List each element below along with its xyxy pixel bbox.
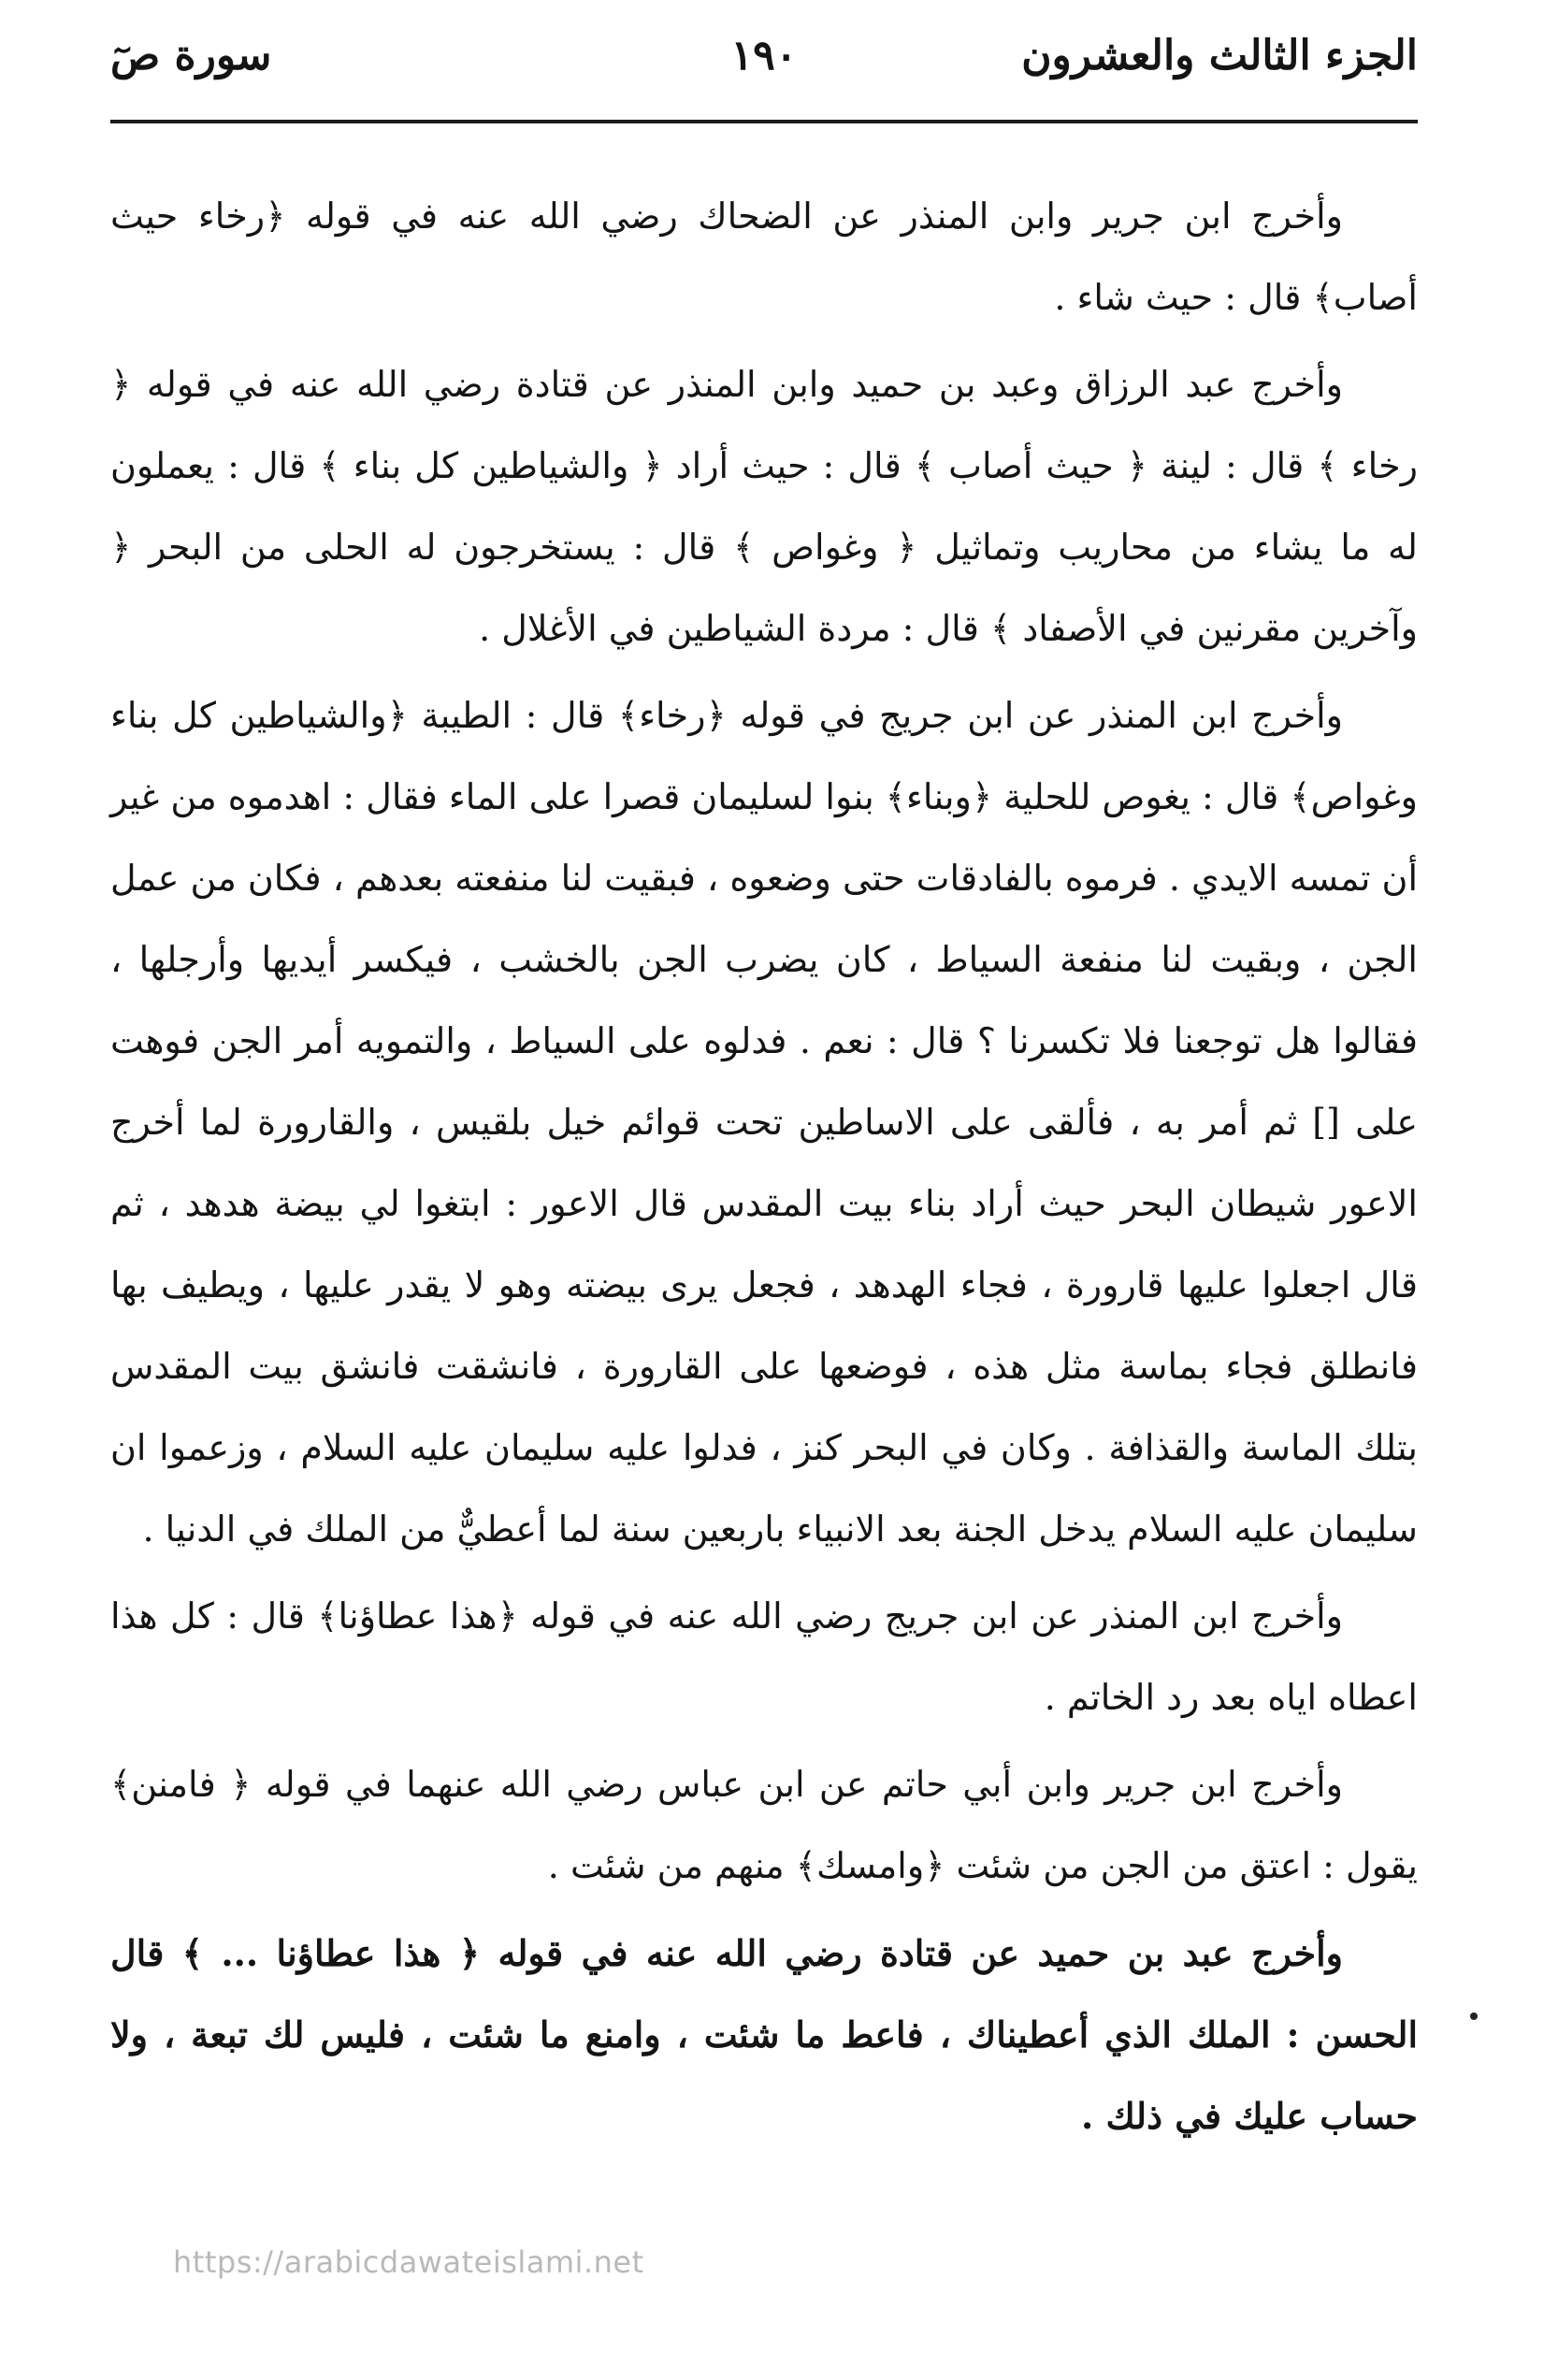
paragraph: وأخرج ابن جرير وابن أبي حاتم عن ابن عباس رضي الله عنهما في قوله ﴿ فامنن﴾ يقول : اعتق من الجن من شئت ﴿وامسك﴾ منهم من شئت . xyxy=(110,1764,1418,1886)
paragraph: وأخرج ابن المنذر عن ابن جريج في قوله ﴿رخاء﴾ قال : الطيبة ﴿والشياطين كل بناء وغواص﴾ قال : يغوص للحلية ﴿وبناء﴾ بنوا لسليمان قصرا على الماء فقال : اهدموه من غير أن تمسه الايدي . فرموه بالفادقات حتى وضعوه ، فبقيت لنا منفعته بعدهم ، فكان من عمل الجن ، وبقيت لنا منفعة السياط ، كان يضرب الجن بالخشب ، فيكسر أيديها وأرجلها ، فقالوا هل توجعنا فلا تكسرنا ؟ قال : نعم . فدلوه على السياط ، والتمويه أمر الجن فوهت على [] ثم أمر به ، فألقى على الاساطين تحت قوائم خيل بلقيس ، والقارورة لما أخرج الاعور شيطان البحر حيث أراد بناء بيت المقدس قال الاعور : ابتغوا لي بيضة هدهد ، ثم قال اجعلوا عليها قارورة ، فجاء الهدهد ، فجعل يرى بيضته وهو لا يقدر عليها ، ويطيف بها فانطلق فجاء بماسة مثل هذه ، فوضعها على القارورة ، فانشقت فانشق بيت المقدس بتلك الماسة والقذافة . وكان في البحر كنز ، فدلوا عليه سليمان عليه السلام ، وزعموا ان سليمان عليه السلام يدخل الجنة بعد الانبياء باربعين سنة لما أعطيٌّ من الملك في الدنيا . xyxy=(110,695,1418,1550)
paragraph: وأخرج عبد الرزاق وعبد بن حميد وابن المنذر عن قتادة رضي الله عنه في قوله ﴿ رخاء ﴾ قال : لينة ﴿ حيث أصاب ﴾ قال : حيث أراد ﴿ والشياطين كل بناء ﴾ قال : يعملون له ما يشاء من محاريب وتماثيل ﴿ وغواص ﴾ قال : يستخرجون له الحلى من البحر ﴿ وآخرين مقرنين في الأصفاد ﴾ قال : مردة الشياطين في الأغلال . xyxy=(110,364,1418,649)
watermark-link[interactable]: https://arabicdawateislami.net xyxy=(173,2244,644,2280)
part-title: الجزء الثالث والعشرون xyxy=(1021,32,1418,79)
surah-title: سورة صٓ xyxy=(110,32,272,79)
paragraph: وأخرج ابن المنذر عن ابن جريج رضي الله عنه في قوله ﴿هذا عطاؤنا﴾ قال : كل هذا اعطاه اياه بعد رد الخاتم . xyxy=(110,1595,1418,1718)
page-number: ١٩٠ xyxy=(730,32,798,79)
page-body xyxy=(110,176,1418,2174)
margin-dot xyxy=(1470,2012,1478,2020)
page-header xyxy=(110,32,1418,99)
paragraph: وأخرج ابن جرير وابن المنذر عن الضحاك رضي الله عنه في قوله ﴿رخاء حيث أصاب﴾ قال : حيث شاء . xyxy=(110,195,1418,318)
header-rule xyxy=(110,120,1418,123)
paragraph: وأخرج عبد بن حميد عن قتادة رضي الله عنه في قوله ﴿ هذا عطاؤنا ... ﴾ قال الحسن : الملك الذي أعطيناك ، فاعط ما شئت ، وامنع ما شئت ، فليس لك تبعة ، ولا حساب عليك في ذلك . xyxy=(110,1932,1418,2137)
